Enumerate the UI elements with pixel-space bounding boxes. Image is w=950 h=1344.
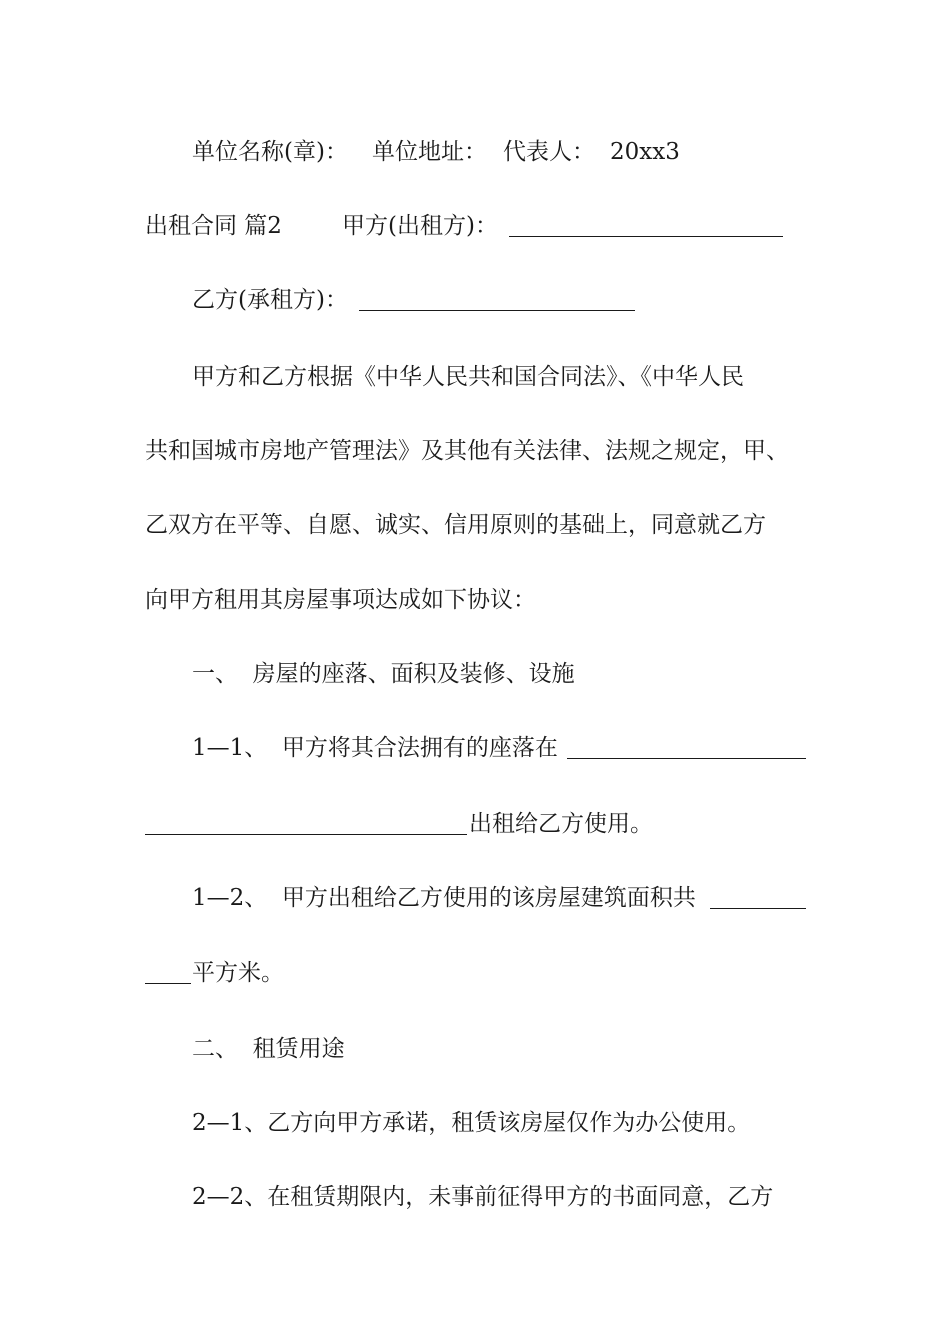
- unit-name-label: 单位名称(章)：: [192, 139, 348, 165]
- clause-text: 出租给乙方使用。: [469, 811, 653, 837]
- party-b-label: 乙方(承租方)：: [192, 287, 348, 313]
- clause-2-2: [0, 1182, 950, 1272]
- party-a-blank: [509, 236, 783, 237]
- paragraph-text: 共和国城市房地产管理法》及其他有关法律、法规之规定，甲、: [145, 438, 789, 464]
- date-text: 20xx3: [610, 139, 680, 165]
- unit-address-label: 单位地址：: [372, 139, 487, 165]
- clause-text: 2—1、乙方向甲方承诺，租赁该房屋仅作为办公使用。: [192, 1110, 751, 1136]
- party-a-label: 甲方(出租方)：: [342, 213, 498, 239]
- representative-label: 代表人：: [503, 139, 595, 165]
- paragraph-text: 向甲方租用其房屋事项达成如下协议：: [145, 587, 536, 613]
- location-blank-continued: [145, 834, 467, 835]
- area-blank-continued: [145, 983, 191, 984]
- location-blank: [567, 758, 806, 759]
- clause-text: 1—2、 甲方出租给乙方使用的该房屋建筑面积共: [192, 885, 696, 911]
- paragraph-text: 甲方和乙方根据《中华人民共和国合同法》、《中华人民: [192, 364, 744, 390]
- clause-text: 1—1、 甲方将其合法拥有的座落在: [192, 735, 558, 761]
- area-blank: [710, 908, 806, 909]
- section-heading: 一、 房屋的座落、面积及装修、设施: [192, 661, 575, 687]
- clause-text: 平方米。: [192, 960, 284, 986]
- paragraph-text: 乙双方在平等、自愿、诚实、信用原则的基础上，同意就乙方: [145, 512, 766, 538]
- party-b-blank: [359, 310, 635, 311]
- clause-text: 2—2、在租赁期限内，未事前征得甲方的书面同意，乙方: [192, 1184, 774, 1210]
- section-heading: 二、 租赁用途: [192, 1036, 345, 1062]
- contract-title: 出租合同 篇2: [145, 213, 282, 239]
